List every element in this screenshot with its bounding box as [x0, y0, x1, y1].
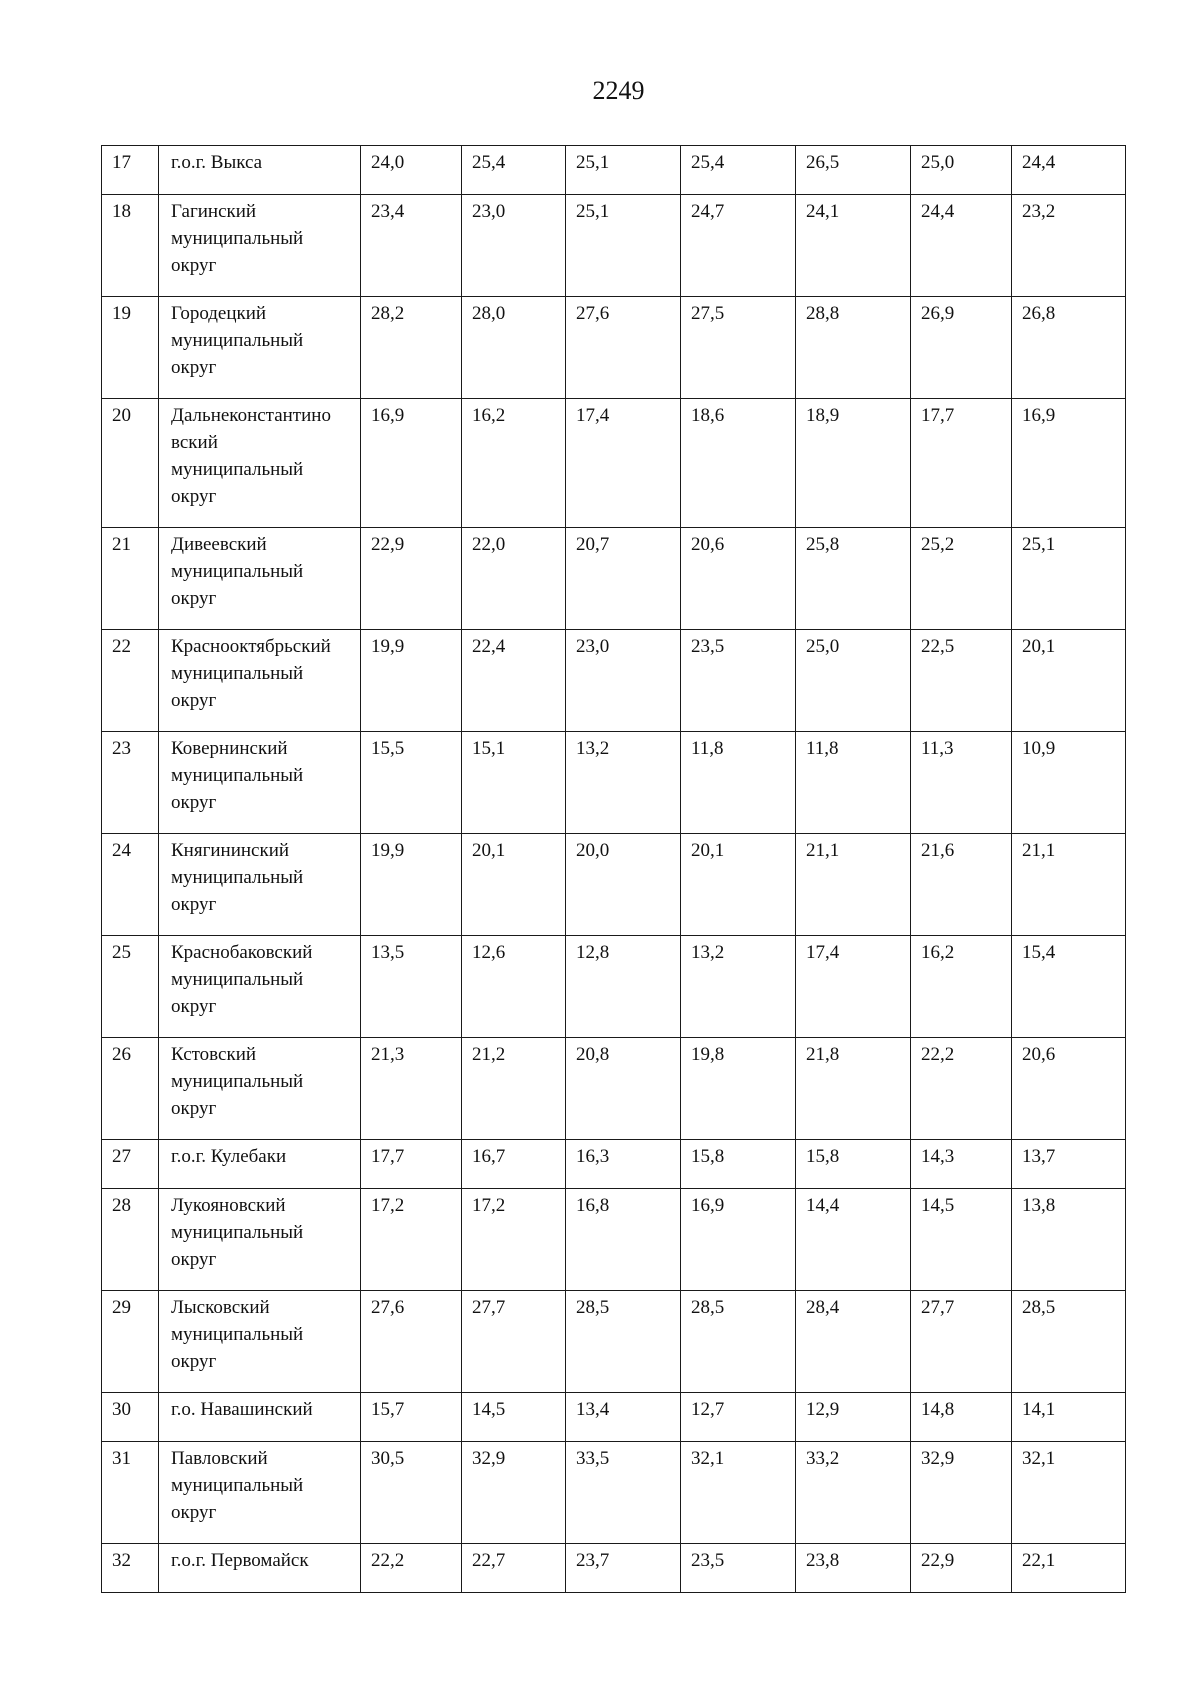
district-name-line: округ: [171, 792, 217, 813]
row-number-cell: 30: [102, 1393, 159, 1442]
value-cell: 23,5: [681, 630, 796, 732]
row-number-cell: 31: [102, 1442, 159, 1544]
district-name-cell: [159, 732, 361, 834]
value-cell: 23,8: [796, 1544, 911, 1593]
value-cell: 17,4: [796, 936, 911, 1038]
district-name-line: муниципальный: [171, 561, 304, 582]
value-cell: 22,5: [911, 630, 1012, 732]
value-cell: 13,5: [361, 936, 462, 1038]
district-name-line: муниципальный: [171, 1222, 304, 1243]
value-cell: 26,5: [796, 146, 911, 195]
value-cell: 16,3: [566, 1140, 681, 1189]
value-cell: 24,4: [911, 195, 1012, 297]
district-name-line: округ: [171, 894, 217, 915]
table-row: [102, 1544, 1126, 1593]
district-name-cell: [159, 834, 361, 936]
value-cell: 25,1: [566, 195, 681, 297]
value-cell: 13,7: [1012, 1140, 1126, 1189]
value-cell: 33,5: [566, 1442, 681, 1544]
value-cell: 10,9: [1012, 732, 1126, 834]
value-cell: 22,4: [462, 630, 566, 732]
district-name-line: муниципальный: [171, 867, 304, 888]
value-cell: 21,2: [462, 1038, 566, 1140]
district-name-line: Гагинский: [171, 201, 257, 222]
district-name-line: Ковернинский: [171, 738, 288, 759]
value-cell: 16,9: [1012, 399, 1126, 528]
value-cell: 12,8: [566, 936, 681, 1038]
district-name-line: Краснооктябрьский: [171, 636, 331, 657]
value-cell: 32,1: [1012, 1442, 1126, 1544]
district-name-line: округ: [171, 1502, 217, 1523]
value-cell: 27,6: [566, 297, 681, 399]
value-cell: 15,4: [1012, 936, 1126, 1038]
value-cell: 28,5: [566, 1291, 681, 1393]
value-cell: 20,0: [566, 834, 681, 936]
row-number-cell: 20: [102, 399, 159, 528]
value-cell: 25,1: [566, 146, 681, 195]
value-cell: 20,6: [681, 528, 796, 630]
district-name-line: Лысковский: [171, 1297, 270, 1318]
value-cell: 19,9: [361, 834, 462, 936]
value-cell: 28,8: [796, 297, 911, 399]
value-cell: 20,1: [1012, 630, 1126, 732]
value-cell: 23,0: [566, 630, 681, 732]
value-cell: 21,1: [796, 834, 911, 936]
row-number-cell: 17: [102, 146, 159, 195]
district-name-line: муниципальный: [171, 1475, 304, 1496]
value-cell: 24,7: [681, 195, 796, 297]
value-cell: 16,8: [566, 1189, 681, 1291]
district-name-line: округ: [171, 255, 217, 276]
value-cell: 13,8: [1012, 1189, 1126, 1291]
value-cell: 28,0: [462, 297, 566, 399]
value-cell: 25,8: [796, 528, 911, 630]
value-cell: 13,2: [566, 732, 681, 834]
value-cell: 33,2: [796, 1442, 911, 1544]
district-name-cell: [159, 146, 361, 195]
value-cell: 21,1: [1012, 834, 1126, 936]
row-number-cell: 27: [102, 1140, 159, 1189]
value-cell: 15,8: [681, 1140, 796, 1189]
value-cell: 14,5: [462, 1393, 566, 1442]
value-cell: 32,9: [911, 1442, 1012, 1544]
district-name-cell: [159, 297, 361, 399]
district-name-line: Дивеевский: [171, 534, 267, 555]
value-cell: 23,7: [566, 1544, 681, 1593]
value-cell: 22,1: [1012, 1544, 1126, 1593]
value-cell: 22,2: [911, 1038, 1012, 1140]
district-name-line: Краснобаковский: [171, 942, 313, 963]
value-cell: 25,0: [911, 146, 1012, 195]
district-name-line: Павловский: [171, 1448, 268, 1469]
value-cell: 32,9: [462, 1442, 566, 1544]
value-cell: 17,2: [361, 1189, 462, 1291]
table-row: [102, 1189, 1126, 1291]
value-cell: 16,9: [361, 399, 462, 528]
value-cell: 11,3: [911, 732, 1012, 834]
value-cell: 23,0: [462, 195, 566, 297]
table-row: [102, 1291, 1126, 1393]
value-cell: 12,6: [462, 936, 566, 1038]
value-cell: 12,9: [796, 1393, 911, 1442]
table-row: [102, 1140, 1126, 1189]
district-name-line: Городецкий: [171, 303, 267, 324]
row-number-cell: 25: [102, 936, 159, 1038]
district-name-cell: [159, 1189, 361, 1291]
district-name-line: округ: [171, 357, 217, 378]
value-cell: 15,1: [462, 732, 566, 834]
value-cell: 25,1: [1012, 528, 1126, 630]
table-row: [102, 399, 1126, 528]
row-number-cell: 28: [102, 1189, 159, 1291]
value-cell: 17,7: [911, 399, 1012, 528]
value-cell: 30,5: [361, 1442, 462, 1544]
district-name-line: муниципальный: [171, 765, 304, 786]
value-cell: 27,7: [462, 1291, 566, 1393]
value-cell: 12,7: [681, 1393, 796, 1442]
value-cell: 26,9: [911, 297, 1012, 399]
value-cell: 22,0: [462, 528, 566, 630]
row-number-cell: 26: [102, 1038, 159, 1140]
value-cell: 14,1: [1012, 1393, 1126, 1442]
district-name-line: г.о.г. Кулебаки: [171, 1146, 287, 1167]
district-name-line: округ: [171, 996, 217, 1017]
district-name-cell: [159, 399, 361, 528]
district-name-line: муниципальный: [171, 1324, 304, 1345]
district-name-line: г.о. Навашинский: [171, 1399, 313, 1420]
value-cell: 14,4: [796, 1189, 911, 1291]
value-cell: 23,4: [361, 195, 462, 297]
value-cell: 25,4: [681, 146, 796, 195]
value-cell: 17,2: [462, 1189, 566, 1291]
value-cell: 19,9: [361, 630, 462, 732]
value-cell: 24,0: [361, 146, 462, 195]
table-row: [102, 732, 1126, 834]
value-cell: 24,4: [1012, 146, 1126, 195]
value-cell: 28,2: [361, 297, 462, 399]
district-name-line: округ: [171, 1249, 217, 1270]
row-number-cell: 29: [102, 1291, 159, 1393]
value-cell: 14,3: [911, 1140, 1012, 1189]
row-number-cell: 24: [102, 834, 159, 936]
value-cell: 15,8: [796, 1140, 911, 1189]
row-number-cell: 32: [102, 1544, 159, 1593]
district-name-line: вский: [171, 432, 218, 453]
value-cell: 17,4: [566, 399, 681, 528]
value-cell: 14,5: [911, 1189, 1012, 1291]
value-cell: 23,5: [681, 1544, 796, 1593]
table-row: [102, 528, 1126, 630]
value-cell: 22,9: [361, 528, 462, 630]
table-row: [102, 297, 1126, 399]
district-name-line: Княгининский: [171, 840, 290, 861]
district-name-cell: [159, 1291, 361, 1393]
row-number-cell: 18: [102, 195, 159, 297]
value-cell: 27,5: [681, 297, 796, 399]
value-cell: 16,7: [462, 1140, 566, 1189]
value-cell: 13,2: [681, 936, 796, 1038]
value-cell: 18,6: [681, 399, 796, 528]
value-cell: 28,5: [1012, 1291, 1126, 1393]
table-row: [102, 1442, 1126, 1544]
value-cell: 15,7: [361, 1393, 462, 1442]
value-cell: 28,4: [796, 1291, 911, 1393]
district-name-cell: [159, 936, 361, 1038]
district-name-line: Кстовский: [171, 1044, 257, 1065]
value-cell: 23,2: [1012, 195, 1126, 297]
table-row: [102, 1038, 1126, 1140]
value-cell: 25,0: [796, 630, 911, 732]
table-row: [102, 1393, 1126, 1442]
row-number-cell: 23: [102, 732, 159, 834]
value-cell: 17,7: [361, 1140, 462, 1189]
district-name-cell: [159, 1140, 361, 1189]
value-cell: 27,7: [911, 1291, 1012, 1393]
district-name-line: г.о.г. Выкса: [171, 152, 263, 173]
value-cell: 20,6: [1012, 1038, 1126, 1140]
row-number-cell: 21: [102, 528, 159, 630]
district-name-cell: [159, 195, 361, 297]
value-cell: 20,1: [462, 834, 566, 936]
value-cell: 13,4: [566, 1393, 681, 1442]
value-cell: 16,9: [681, 1189, 796, 1291]
table-row: [102, 630, 1126, 732]
table-row: [102, 146, 1126, 195]
table-body: [102, 146, 1126, 1593]
district-name-line: г.о.г. Первомайск: [171, 1550, 309, 1571]
value-cell: 18,9: [796, 399, 911, 528]
district-name-line: муниципальный: [171, 228, 304, 249]
district-name-line: округ: [171, 486, 217, 507]
value-cell: 21,3: [361, 1038, 462, 1140]
row-number-cell: 22: [102, 630, 159, 732]
value-cell: 32,1: [681, 1442, 796, 1544]
statistics-table: [101, 145, 1126, 1593]
value-cell: 15,5: [361, 732, 462, 834]
value-cell: 11,8: [681, 732, 796, 834]
value-cell: 27,6: [361, 1291, 462, 1393]
value-cell: 24,1: [796, 195, 911, 297]
value-cell: 19,8: [681, 1038, 796, 1140]
value-cell: 20,1: [681, 834, 796, 936]
district-name-line: округ: [171, 588, 217, 609]
district-name-cell: [159, 1442, 361, 1544]
district-name-line: округ: [171, 1098, 217, 1119]
district-name-cell: [159, 528, 361, 630]
row-number-cell: 19: [102, 297, 159, 399]
value-cell: 22,7: [462, 1544, 566, 1593]
value-cell: 16,2: [911, 936, 1012, 1038]
value-cell: 21,6: [911, 834, 1012, 936]
table-row: [102, 834, 1126, 936]
district-name-cell: [159, 1393, 361, 1442]
district-name-line: муниципальный: [171, 1071, 304, 1092]
value-cell: 16,2: [462, 399, 566, 528]
value-cell: 28,5: [681, 1291, 796, 1393]
district-name-cell: [159, 630, 361, 732]
value-cell: 14,8: [911, 1393, 1012, 1442]
district-name-cell: [159, 1544, 361, 1593]
page-number: 2249: [592, 76, 645, 105]
district-name-line: Лукояновский: [171, 1195, 286, 1216]
table-row: [102, 195, 1126, 297]
value-cell: 20,7: [566, 528, 681, 630]
value-cell: 11,8: [796, 732, 911, 834]
district-name-line: округ: [171, 1351, 217, 1372]
value-cell: 20,8: [566, 1038, 681, 1140]
value-cell: 21,8: [796, 1038, 911, 1140]
value-cell: 22,9: [911, 1544, 1012, 1593]
value-cell: 25,2: [911, 528, 1012, 630]
district-name-line: муниципальный: [171, 969, 304, 990]
value-cell: 26,8: [1012, 297, 1126, 399]
district-name-line: муниципальный: [171, 663, 304, 684]
value-cell: 25,4: [462, 146, 566, 195]
district-name-line: округ: [171, 690, 217, 711]
district-name-line: муниципальный: [171, 330, 304, 351]
district-name-line: муниципальный: [171, 459, 304, 480]
district-name-line: Дальнеконстантино: [171, 405, 331, 426]
table-row: [102, 936, 1126, 1038]
district-name-cell: [159, 1038, 361, 1140]
value-cell: 22,2: [361, 1544, 462, 1593]
